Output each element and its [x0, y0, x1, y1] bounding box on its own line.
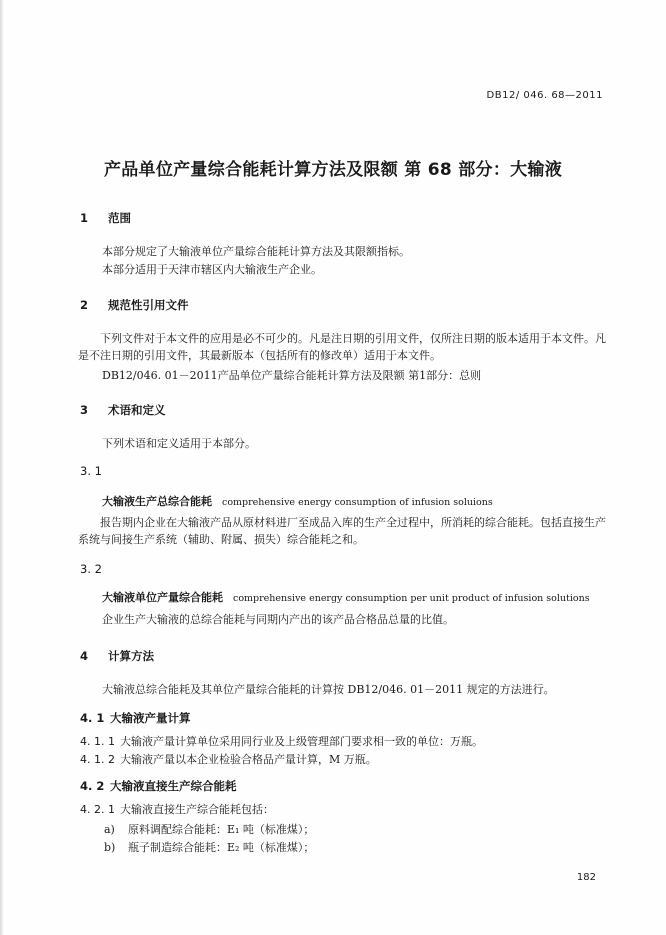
normative-reference-item: DB12/046. 01－2011产品单位产量综合能耗计算方法及限额 第1部分：总则	[102, 369, 482, 382]
term-3-2-definition: 企业生产大输液的总综合能耗与同期内产出的该产品合格品总量的比值。	[102, 613, 454, 626]
subsection-title: 大输液直接生产综合能耗	[110, 779, 237, 793]
section-2-heading	[80, 297, 189, 313]
scope-line-2: 本部分适用于天津市辖区内大输液生产企业。	[102, 263, 322, 276]
page-number: 182	[576, 872, 596, 883]
term-chinese: 大输液生产总综合能耗	[102, 495, 212, 508]
item-number: 4. 2. 1	[80, 803, 115, 816]
section-number: 3	[80, 403, 89, 417]
subsection-4-2-heading	[80, 778, 237, 794]
section-title: 范围	[108, 211, 131, 225]
item-4-2-1	[80, 802, 274, 818]
item-text: 大输液产量以本企业检验合格品产量计算，M 万瓶。	[120, 753, 377, 766]
calculation-intro: 大输液总综合能耗及其单位产量综合能耗的计算按 DB12/046. 01－2011 规定的方法进行。	[102, 683, 555, 696]
section-number: 2	[80, 298, 89, 312]
section-title: 术语和定义	[108, 403, 166, 417]
list-label: a)	[104, 823, 115, 836]
section-3-heading	[80, 402, 166, 418]
section-title: 计算方法	[108, 649, 154, 663]
list-label: b)	[104, 841, 116, 854]
term-3-2	[102, 586, 590, 605]
subsection-title: 大输液产量计算	[110, 711, 191, 725]
terms-intro: 下列术语和定义适用于本部分。	[102, 437, 256, 450]
item-text: 大输液直接生产综合能耗包括：	[120, 803, 274, 816]
item-number: 4. 1. 2	[80, 753, 115, 766]
term-3-2-number: 3. 2	[80, 562, 102, 576]
term-3-1-definition: 报告期内企业在大输液产品从原材料进厂至成品入库的生产全过程中，所消耗的综合能耗。包括直接生产系统与间接生产系统（辅助、附属、损失）综合能耗之和。	[78, 516, 606, 546]
scan-edge	[0, 0, 4, 935]
section-title: 规范性引用文件	[108, 298, 189, 312]
normative-references-paragraph: 下列文件对于本文件的应用是必不可少的。凡是注日期的引用文件，仅所注日期的版本适用于本文件。凡是不注日期的引用文件，其最新版本（包括所有的修改单）适用于本文件。	[78, 332, 606, 362]
term-3-1	[102, 490, 493, 509]
item-4-1-2	[80, 752, 377, 768]
term-chinese: 大输液单位产量综合能耗	[102, 591, 223, 604]
standard-code: DB12/ 046. 68—2011	[486, 90, 603, 101]
list-item-a	[104, 822, 314, 838]
subsection-number: 4. 1	[80, 711, 105, 725]
section-number: 4	[80, 649, 89, 663]
scope-line-1: 本部分规定了大输液单位产量综合能耗计算方法及其限额指标。	[102, 245, 410, 258]
list-text: 原料调配综合能耗：E₁ 吨（标准煤）；	[128, 823, 315, 836]
subsection-4-1-heading	[80, 710, 191, 726]
item-text: 大输液产量计算单位采用同行业及上级管理部门要求相一致的单位：万瓶。	[120, 735, 483, 748]
item-4-1-1	[80, 734, 483, 750]
section-1-heading	[80, 210, 131, 226]
document-title: 产品单位产量综合能耗计算方法及限额 第 68 部分：大输液	[103, 160, 563, 180]
list-text: 瓶子制造综合能耗：E₂ 吨（标准煤）；	[128, 841, 315, 854]
term-english: comprehensive energy consumption per unit product of infusion solutions	[233, 593, 590, 604]
section-4-heading	[80, 648, 154, 664]
list-item-b	[104, 840, 314, 856]
term-3-1-number: 3. 1	[80, 464, 102, 478]
section-number: 1	[80, 211, 89, 225]
term-english: comprehensive energy consumption of infusion soluions	[222, 497, 493, 508]
subsection-number: 4. 2	[80, 779, 105, 793]
item-number: 4. 1. 1	[80, 735, 115, 748]
